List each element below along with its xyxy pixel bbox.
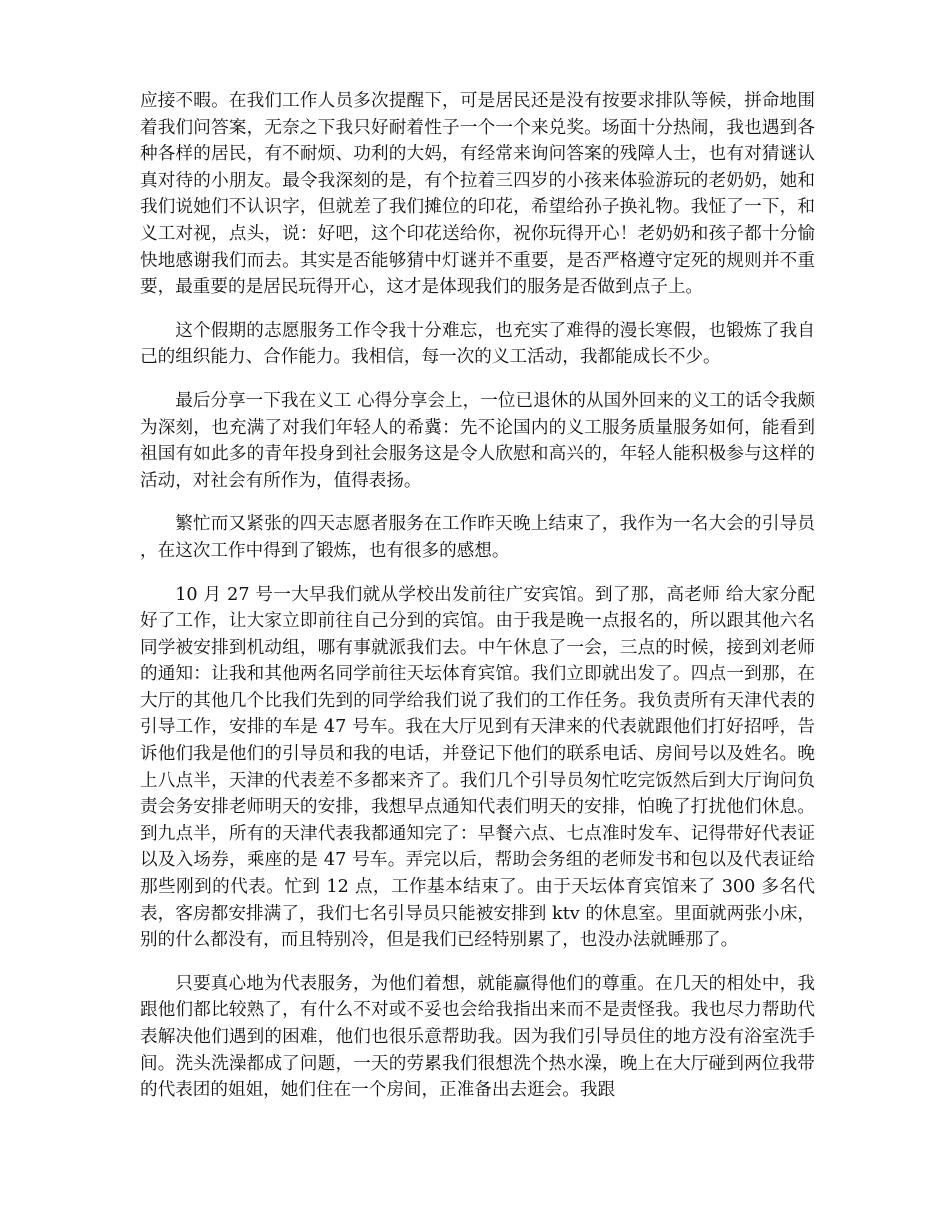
paragraph-four-days-service: 繁忙而又紧张的四天志愿者服务在工作昨天晚上结束了，我作为一名大会的引导员，在这次工作中得到了锻炼，也有很多的感想。 bbox=[140, 514, 815, 561]
document-body bbox=[140, 88, 815, 1121]
paragraph-holiday-reflection: 这个假期的志愿服务工作令我十分难忘，也充实了难得的漫长寒假，也锻炼了我自己的组织能力、合作能力。我相信，每一次的义工活动，我都能成长不少。 bbox=[140, 320, 815, 368]
paragraph-continuation: 应接不暇。在我们工作人员多次提醒下，可是居民还是没有按要求排队等候，拼命地围着我们问答案，无奈之下我只好耐着性子一个一个来兑奖。场面十分热闹，我也遇到各种各样的居民，有不耐烦、功利的大妈，有经常来询问答案的残障人士，也有对猜谜认真对待的小朋友。最令我深刻的是，有个拉着三四岁的小孩来体验游玩的老奶奶，她和我们说她们不认识字，但就差了我们摊位的印花，希望给孙子换礼物。我怔了一下，和义工对视，点头，说：好吧，这个印花送给你，祝你玩得开心！老奶奶和孩子都十分愉快地感谢我们而去。其实是否能够猜中灯谜并不重要，是否严格遵守定死的规则并不重要，最重要的是居民玩得开心，这才是体现我们的服务是否做到点子上。 bbox=[140, 91, 815, 298]
paragraph-sharing-session: 最后分享一下我在义工 心得分享会上，一位已退休的从国外回来的义工的话令我颇为深刻，也充满了对我们年轻人的希冀：先不论国内的义工服务质量服务如何，能看到祖国有如此多的青年投身到社会服务这是令人欣慰和高兴的，年轻人能积极参与这样的活动，对社会有所作为，值得表扬。 bbox=[140, 390, 815, 491]
paragraph-serve-delegates: 只要真心地为代表服务，为他们着想，就能赢得他们的尊重。在几天的相处中，我跟他们都比较熟了，有什么不对或不妥也会给我指出来而不是责怪我。我也尽力帮助代表解决他们遇到的困难，他们也很乐意帮助我。因为我们引导员住的地方没有浴室洗手间。洗头洗澡都成了问题，一天的劳累我们很想洗个热水澡，晚上在大厅碰到两位我带的代表团的姐姐，她们住在一个房间，正准备出去逛会。我跟 bbox=[140, 973, 815, 1101]
paragraph-october-27: 10 月 27 号一大早我们就从学校出发前往广安宾馆。到了那，高老师 给大家分配好了工作，让大家立即前往自己分到的宾馆。由于我是晚一点报名的，所以跟其他六名同学被安排到机动组，哪有事就派我们去。中午休息了一会，三点的时候，接到刘老师的通知：让我和其他两名同学前往天坛体育宾馆。我们立即就出发了。四点一到那，在大厅的其他几个比我们先到的同学给我们说了我们的工作任务。我负责所有天津代表的引导工作，安排的车是 47 号车。我在大厅见到有天津来的代表就跟他们打好招呼，告诉他们我是他们的引导员和我的电话，并登记下他们的联系电话、房间号以及姓名。晚上八点半，天津的代表差不多都来齐了。我们几个引导员匆忙吃完饭然后到大厅询问负责会务安排老师明天的安排，我想早点通知代表们明天的安排，怕晚了打扰他们休息。到九点半，所有的天津代表我都通知完了：早餐六点、七点准时发车、记得带好代表证以及入场券，乘座的是 47 号车。弄完以后，帮助会务组的老师发书和包以及代表证给那些刚到的代表。忙到 12 点，工作基本结束了。由于天坛体育宾馆来了 300 多名代表，客房都安排满了，我们七名引导员只能被安排到 ktv 的休息室。里面就两张小床，别的什么都没有，而且特别冷，但是我们已经特别累了，也没办法就睡那了。 bbox=[140, 584, 815, 951]
